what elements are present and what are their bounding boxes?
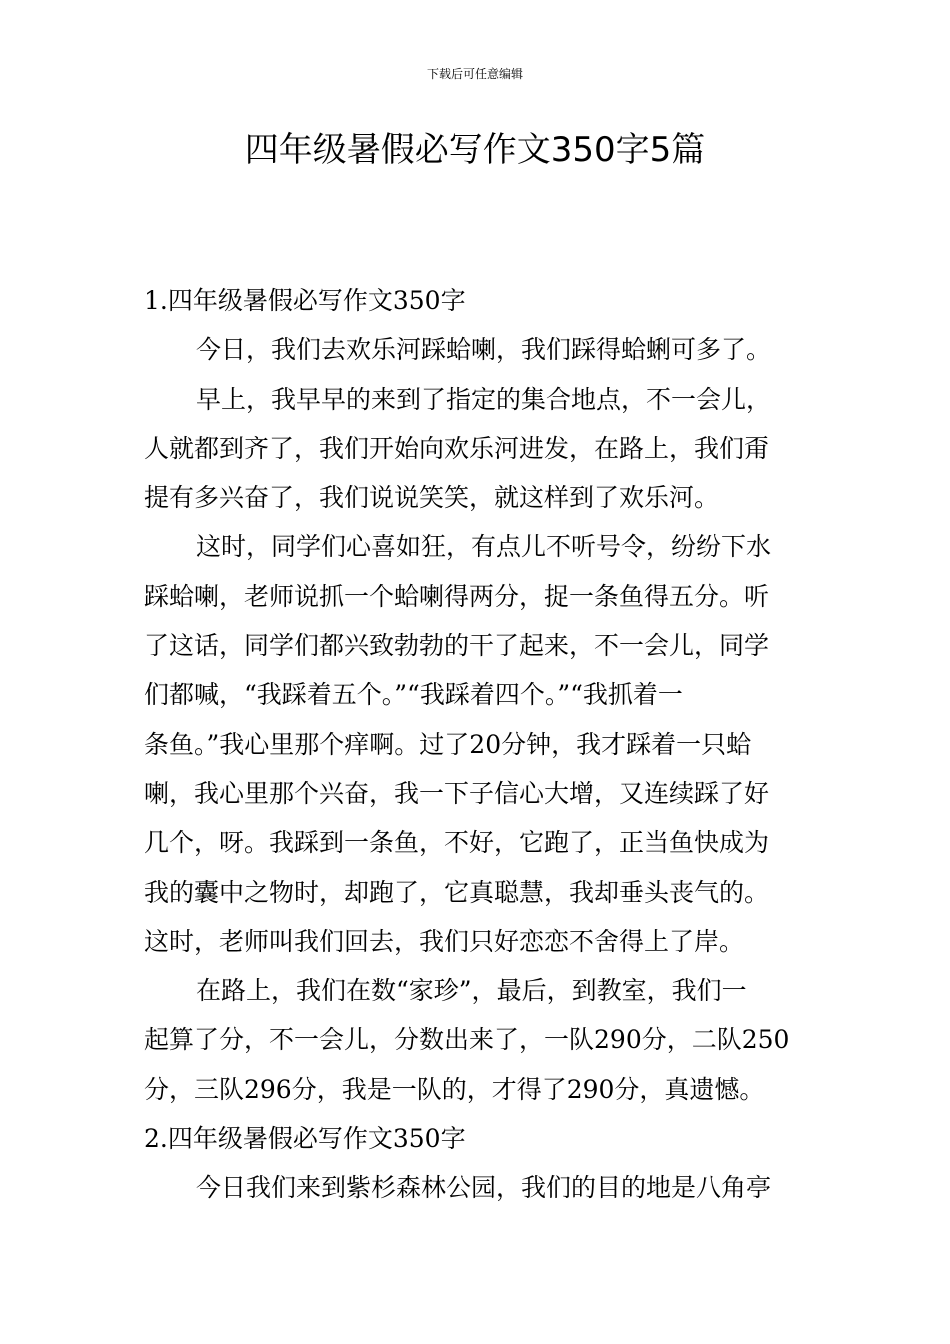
text-line: 人就都到齐了，我们开始向欢乐河进发，在路上，我们甭 [144, 433, 770, 463]
document-body [144, 276, 810, 1213]
text-line: 提有多兴奋了，我们说说笑笑，就这样到了欢乐河。 [144, 483, 720, 513]
text-line: 今日我们来到紫杉森林公园，我们的目的地是八角亭 [196, 1173, 772, 1203]
text-line: 分，三队296分，我是一队的，才得了290分，真遗憾。 [144, 1074, 765, 1104]
text-line: 几个，呀。我踩到一条鱼，不好，它跑了，正当鱼快成为 [144, 828, 770, 858]
text-line: 今日，我们去欢乐河踩蛤喇，我们踩得蛤蜊可多了。 [196, 335, 772, 365]
header-note: 下载后可任意编辑 [426, 67, 523, 81]
text-line: 在路上，我们在数“家珍”，最后，到教室，我们一 [196, 976, 747, 1006]
text-line: 踩蛤喇，老师说抓一个蛤喇得两分，捉一条鱼得五分。听 [144, 581, 770, 611]
section-heading: 2.四年级暑假必写作文350字 [144, 1124, 466, 1154]
text-line: 这时，同学们心喜如狂，有点儿不听号令，纷纷下水 [196, 532, 772, 562]
text-line: 了这话，同学们都兴致勃勃的干了起来，不一会儿，同学 [144, 631, 770, 661]
text-line: 早上，我早早的来到了指定的集合地点，不一会儿， [196, 384, 772, 414]
text-line: 条鱼。”我心里那个痒啊。过了20分钟，我才踩着一只蛤 [144, 729, 752, 759]
text-line: 这时，老师叫我们回去，我们只好恋恋不舍得上了岸。 [144, 926, 745, 956]
section-heading: 1.四年级暑假必写作文350字 [144, 286, 466, 315]
text-line: 们都喊，“我踩着五个。”“我踩着四个。”“我抓着一 [144, 680, 683, 710]
document-title: 四年级暑假必写作文350字5篇 [244, 130, 706, 170]
text-line: 我的囊中之物时，却跑了，它真聪慧，我却垂头丧气的。 [144, 877, 770, 907]
text-line: 喇，我心里那个兴奋，我一下子信心大增，又连续踩了好 [144, 778, 770, 808]
text-line: 起算了分，不一会儿，分数出来了，一队290分，二队250 [144, 1025, 790, 1055]
